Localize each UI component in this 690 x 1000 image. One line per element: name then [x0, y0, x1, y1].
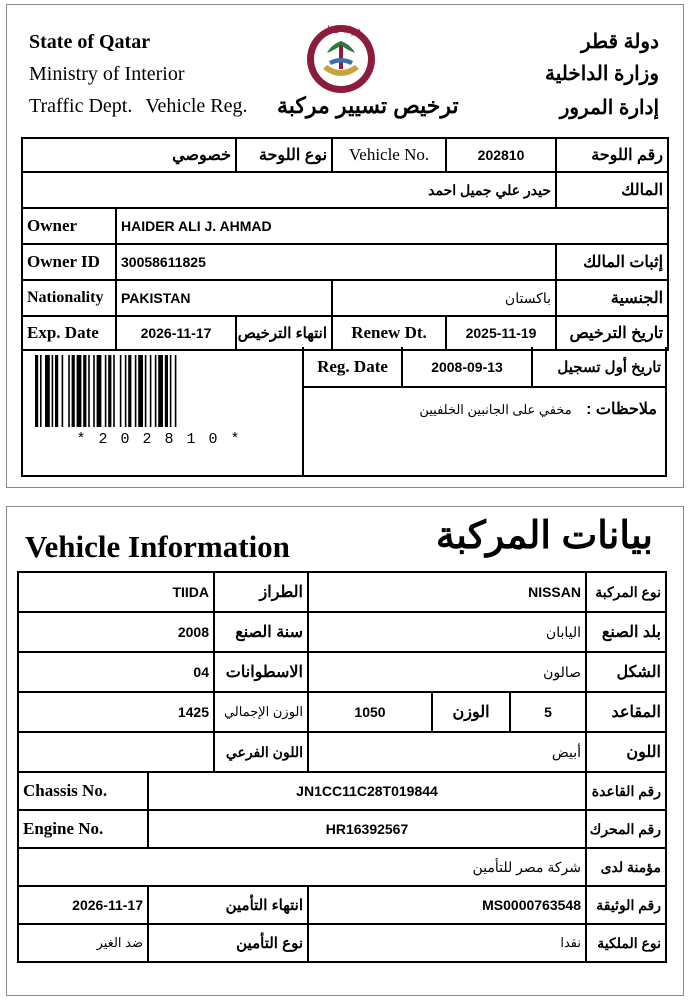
remarks-line — [419, 399, 657, 419]
color-label: اللون — [586, 732, 666, 772]
shape-label: الشكل — [586, 652, 666, 692]
seats-label: المقاعد — [586, 692, 666, 732]
remarks-value: مخفي على الجانبين الخلفيين — [419, 402, 572, 417]
ownership-type-label: نوع الملكية — [586, 924, 666, 962]
owner-label: Owner — [22, 208, 116, 244]
make-label: نوع المركبة — [586, 572, 666, 612]
license-bottom-block — [21, 347, 667, 477]
cylinders-label: الاسطوانات — [214, 652, 308, 692]
exp-date-label-ar: انتهاء الترخيص — [236, 316, 332, 350]
gross-weight-label: الوزن الإجمالي — [214, 692, 308, 732]
color-value: أبيض — [308, 732, 586, 772]
weight-label: الوزن — [432, 692, 510, 732]
nationality-value-ar: باكستان — [332, 280, 556, 316]
sub-color-label: اللون الفرعي — [214, 732, 308, 772]
barcode-icon — [35, 355, 283, 427]
seats-value: 5 — [510, 692, 586, 732]
insurance-type-label: نوع التأمين — [148, 924, 308, 962]
owner-name-ar-value: حيدر علي جميل احمد — [22, 172, 556, 208]
emblem-text: دولة قطر — [321, 25, 361, 36]
insurance-type-value: ضد الغير — [18, 924, 148, 962]
qatar-emblem-icon — [305, 19, 377, 97]
license-card — [6, 4, 684, 488]
year-value: 2008 — [18, 612, 214, 652]
gross-weight-value: 1425 — [18, 692, 214, 732]
policy-no-label: رقم الوثيقة — [586, 886, 666, 924]
engine-label: Engine No. — [18, 810, 148, 848]
ministry-title: Ministry of Interior — [29, 63, 185, 85]
insured-by-label: مؤمنة لدى — [586, 848, 666, 886]
insurance-exp-label: انتهاء التأمين — [148, 886, 308, 924]
reg-date-value: 2008-09-13 — [402, 347, 532, 387]
exp-date-label: Exp. Date — [22, 316, 116, 350]
chassis-value: JN1CC11C28T019844 — [148, 772, 586, 810]
dept-title: Traffic Dept. — [29, 95, 133, 117]
sub-color-value — [18, 732, 214, 772]
weight-value: 1050 — [308, 692, 432, 732]
dept-line — [29, 95, 248, 118]
owner-id-label: Owner ID — [22, 244, 116, 280]
vehicle-reg-title: Vehicle Reg. — [145, 95, 248, 117]
license-title-ar: ترخيص تسيير مركبة — [277, 93, 459, 118]
chassis-label: Chassis No. — [18, 772, 148, 810]
owner-label-ar: المالك — [556, 172, 668, 208]
ministry-title-ar: وزارة الداخلية — [544, 63, 659, 85]
shape-value: صالون — [308, 652, 586, 692]
dept-title-ar: إدارة المرور — [559, 97, 659, 119]
remarks-label: ملاحظات : — [586, 401, 657, 418]
plate-no-label: رقم اللوحة — [556, 138, 668, 172]
vehicle-no-label: Vehicle No. — [332, 138, 446, 172]
state-title: State of Qatar — [29, 31, 151, 53]
insurer-value: شركة مصر للتأمين — [18, 848, 586, 886]
exp-date-value: 2026-11-17 — [116, 316, 236, 350]
country-label: بلد الصنع — [586, 612, 666, 652]
barcode-number: * 2 0 2 8 1 0 * — [76, 431, 242, 448]
engine-label-ar: رقم المحرك — [586, 810, 666, 848]
policy-no-value: MS0000763548 — [308, 886, 586, 924]
renew-date-value: 2025-11-19 — [446, 316, 556, 350]
insurance-exp-value: 2026-11-17 — [18, 886, 148, 924]
plate-type-value: خصوصي — [22, 138, 236, 172]
model-label: الطراز — [214, 572, 308, 612]
vehicle-info-title-ar: بيانات المركبة — [435, 515, 653, 557]
chassis-label-ar: رقم القاعدة — [586, 772, 666, 810]
owner-id-value: 30058611825 — [116, 244, 556, 280]
nationality-value: PAKISTAN — [116, 280, 332, 316]
engine-value: HR16392567 — [148, 810, 586, 848]
vehicle-info-table — [17, 571, 667, 963]
owner-id-label-ar: إثبات المالك — [556, 244, 668, 280]
model-value: TIIDA — [18, 572, 214, 612]
vehicle-no-value: 202810 — [446, 138, 556, 172]
license-table-top — [21, 137, 669, 351]
plate-type-label: نوع اللوحة — [236, 138, 332, 172]
reg-date-label-ar: تاريخ أول تسجيل — [532, 347, 665, 387]
vehicle-info-title: Vehicle Information — [25, 529, 290, 564]
owner-name-value: HAIDER ALI J. AHMAD — [116, 208, 668, 244]
reg-date-table — [304, 347, 665, 388]
nationality-label: Nationality — [22, 280, 116, 316]
reg-date-label: Reg. Date — [304, 347, 402, 387]
year-label: سنة الصنع — [214, 612, 308, 652]
license-date-label-ar: تاريخ الترخيص — [556, 316, 668, 350]
country-value: اليابان — [308, 612, 586, 652]
make-value: NISSAN — [308, 572, 586, 612]
renew-date-label: Renew Dt. — [332, 316, 446, 350]
ownership-type-value: نقدا — [308, 924, 586, 962]
vehicle-info-card — [6, 506, 684, 996]
nationality-label-ar: الجنسية — [556, 280, 668, 316]
state-title-ar: دولة قطر — [581, 31, 659, 53]
cylinders-value: 04 — [18, 652, 214, 692]
